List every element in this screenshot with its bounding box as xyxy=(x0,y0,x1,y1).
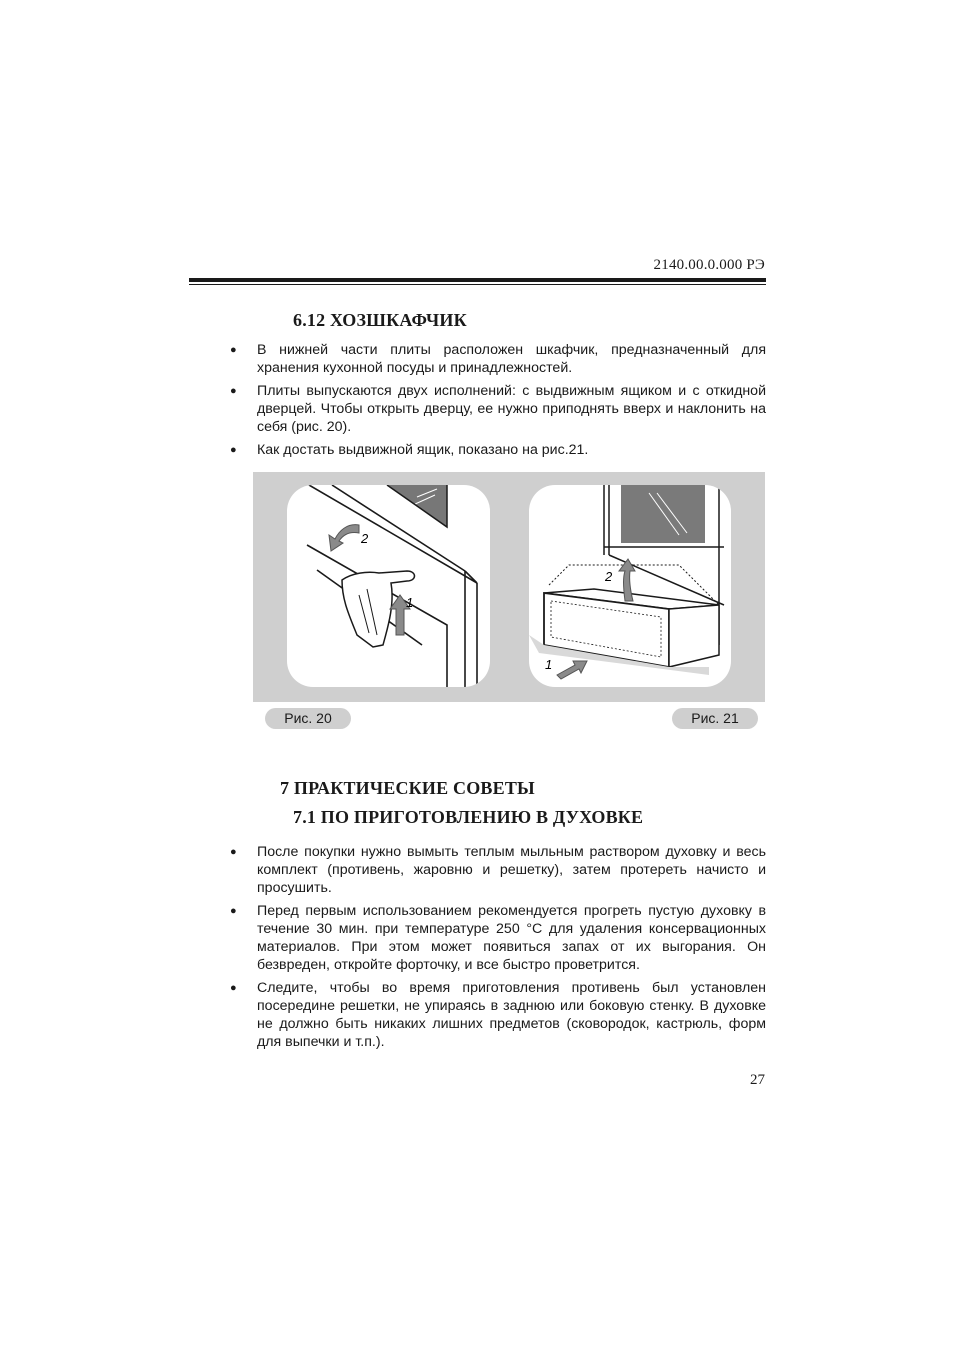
section-6-12-title: 6.12 ХОЗШКАФЧИК xyxy=(293,310,467,330)
bullet-icon: ● xyxy=(230,846,237,858)
list-item: ● Плиты выпускаются двух исполнений: с выдвижным ящиком и с откидной дверцей. Чтобы открыть дверцу, ее нужно приподнять вверх и наклонить на себя (рис. 20). xyxy=(230,383,766,435)
list-item: ● Как достать выдвижной ящик, показано на рис.21. xyxy=(230,442,589,458)
bullet-icon: ● xyxy=(230,905,237,917)
bullet-icon: ● xyxy=(230,982,237,994)
section-7-title: 7 ПРАКТИЧЕСКИЕ СОВЕТЫ xyxy=(280,778,535,798)
page-number: 27 xyxy=(750,1072,765,1088)
list-item: ● Следите, чтобы во время приготовления противень был установлен посередине решетки, не упираясь в заднюю или боковую стенку. В духовке не должно быть никаких лишних предметов (сковородок, кастрюль, форм для выпечки и т.п.). xyxy=(230,980,766,1050)
list-item: ● Перед первым использованием рекомендуется прогреть пустую духовку в течение 30 мин. при температуре 250 °С для удаления консервационных материалов. При этом может появиться запах от их выгорания. Он безвреден, откройте форточку, и все быстро проветрится. xyxy=(230,903,766,973)
header-rule-thin xyxy=(189,284,766,285)
section-7-1-bullets xyxy=(230,843,766,1056)
section-6-12-bullets xyxy=(230,341,766,464)
bullet-icon: ● xyxy=(230,344,237,356)
figures-panel xyxy=(253,472,765,702)
figure-21-label-2: 2 xyxy=(605,569,613,584)
figure-20-illustration xyxy=(287,485,490,687)
bullet-icon: ● xyxy=(230,444,237,456)
document-number: 2140.00.0.000 РЭ xyxy=(653,257,765,273)
section-7-1-title: 7.1 ПО ПРИГОТОВЛЕНИЮ В ДУХОВКЕ xyxy=(293,807,644,827)
figure-20-label-1: 1 xyxy=(406,595,414,610)
figure-21-label-1: 1 xyxy=(545,657,553,672)
figure-21-caption: Рис. 21 xyxy=(672,708,758,729)
figure-20-caption: Рис. 20 xyxy=(265,708,351,729)
header-rule-thick xyxy=(189,278,766,282)
bullet-icon: ● xyxy=(230,385,237,397)
list-item: ● После покупки нужно вымыть теплым мыльным раствором духовку и весь комплект (противень, жаровню и решетку), затем протереть начисто и просушить. xyxy=(230,844,766,896)
figure-20-label-2: 2 xyxy=(361,531,369,546)
list-item: ● В нижней части плиты расположен шкафчик, предназначенный для хранения кухонной посуды и принадлежностей. xyxy=(230,342,766,376)
figure-21-illustration xyxy=(529,485,731,687)
